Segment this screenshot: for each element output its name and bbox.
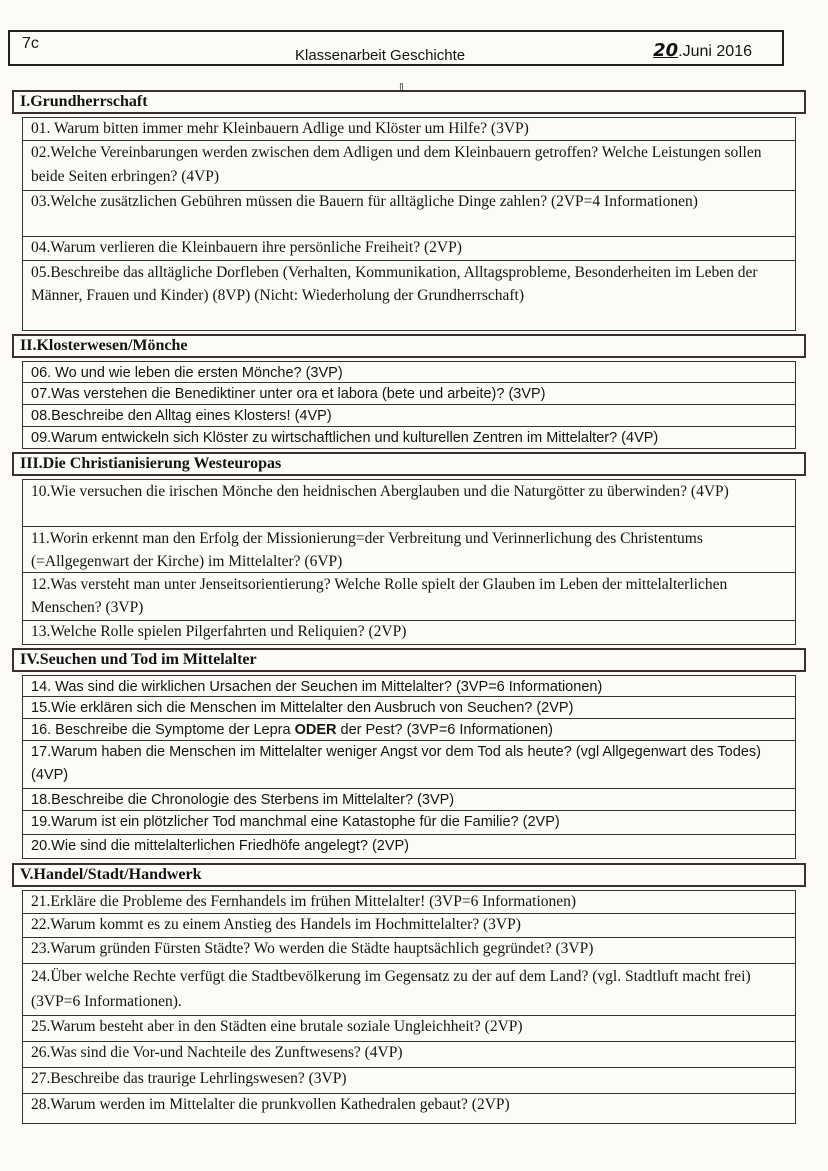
question-item: 12.Was versteht man unter Jenseitsorientierung? Welche Rolle spielt der Glauben im Leben der mittelalterlichen Menschen? (3VP)	[22, 573, 796, 621]
question-item: 05.Beschreibe das alltägliche Dorfleben (Verhalten, Kommunikation, Alltagsprobleme, Besonderheiten im Leben der Männer, Frauen und Kinder) (8VP) (Nicht: Wiederholung der Grundherrschaft)	[22, 261, 796, 331]
exam-header	[8, 30, 784, 66]
exam-title: Klassenarbeit Geschichte	[295, 47, 466, 64]
section-heading-handel: V.Handel/Stadt/Handwerk	[12, 863, 806, 887]
section-heading-grundherrschaft: I.Grundherrschaft	[12, 90, 806, 114]
question-text: 16. Beschreibe die Symptome der Lepra	[31, 722, 291, 738]
question-item: 13.Welche Rolle spielen Pilgerfahrten und Reliquien? (2VP)	[22, 621, 796, 645]
question-item	[22, 719, 796, 741]
question-item: 21.Erkläre die Probleme des Fernhandels im frühen Mittelalter! (3VP=6 Informationen)	[22, 890, 796, 914]
class-label: 7c	[22, 35, 39, 52]
question-item: 07.Was verstehen die Benediktiner unter ora et labora (bete und arbeite)? (3VP)	[22, 383, 796, 405]
question-item: 20.Wie sind die mittelalterlichen Friedhöfe angelegt? (2VP)	[22, 835, 796, 859]
question-item: 09.Warum entwickeln sich Klöster zu wirtschaftlichen und kulturellen Zentren im Mittelalter? (4VP)	[22, 427, 796, 449]
question-item: 28.Warum werden im Mittelalter die prunkvollen Kathedralen gebaut? (2VP)	[22, 1094, 796, 1124]
question-text: der Pest? (3VP=6 Informationen)	[340, 722, 553, 738]
question-item: 24.Über welche Rechte verfügt die Stadtbevölkerung im Gegensatz zu der auf dem Land? (vgl. Stadtluft macht frei) (3VP=6 Informationen).	[22, 964, 796, 1016]
section-heading-klosterwesen: II.Klosterwesen/Mönche	[12, 334, 806, 358]
question-item: 27.Beschreibe das traurige Lehrlingswesen? (3VP)	[22, 1068, 796, 1094]
question-item: 15.Wie erklären sich die Menschen im Mittelalter den Ausbruch von Seuchen? (2VP)	[22, 697, 796, 719]
section-heading-seuchen: IV.Seuchen und Tod im Mittelalter	[12, 648, 806, 672]
section-heading-christianisierung: III.Die Christianisierung Westeuropas	[12, 452, 806, 476]
question-item: 22.Warum kommt es zu einem Anstieg des Handels im Hochmittelalter? (3VP)	[22, 914, 796, 938]
exam-date	[653, 40, 752, 61]
question-item: 10.Wie versuchen die irischen Mönche den heidnischen Aberglauben und die Naturgötter zu überwinden? (4VP)	[22, 479, 796, 527]
question-item: 26.Was sind die Vor-und Nachteile des Zunftwesens? (4VP)	[22, 1042, 796, 1068]
emphasis-oder: ODER	[294, 722, 337, 738]
question-item: 03.Welche zusätzlichen Gebühren müssen die Bauern für alltägliche Dinge zahlen? (2VP=4 Informationen)	[22, 191, 796, 237]
question-item: 02.Welche Vereinbarungen werden zwischen dem Adligen und dem Kleinbauern getroffen? Welche Leistungen sollen beide Seiten erbringen? (4VP)	[22, 141, 796, 191]
question-item: 04.Warum verlieren die Kleinbauern ihre persönliche Freiheit? (2VP)	[22, 237, 796, 261]
question-item: 08.Beschreibe den Alltag eines Klosters! (4VP)	[22, 405, 796, 427]
question-item: 17.Warum haben die Menschen im Mittelalter weniger Angst vor dem Tod als heute? (vgl Allgegenwart des Todes) (4VP)	[22, 741, 796, 789]
question-item: 23.Warum gründen Fürsten Städte? Wo werden die Städte hauptsächlich gegründet? (3VP)	[22, 938, 796, 964]
handwritten-day: 20	[653, 40, 679, 61]
question-item: 14. Was sind die wirklichen Ursachen der Seuchen im Mittelalter? (3VP=6 Informationen)	[22, 675, 796, 697]
question-item: 25.Warum besteht aber in den Städten eine brutale soziale Ungleichheit? (2VP)	[22, 1016, 796, 1042]
question-item: 19.Warum ist ein plötzlicher Tod manchmal eine Katastophe für die Familie? (2VP)	[22, 811, 796, 835]
question-item: 01. Warum bitten immer mehr Kleinbauern Adlige und Klöster um Hilfe? (3VP)	[22, 117, 796, 141]
question-item: 06. Wo und wie leben die ersten Mönche? (3VP)	[22, 361, 796, 383]
date-month-year: .Juni 2016	[678, 43, 752, 60]
question-item: 18.Beschreibe die Chronologie des Sterbens im Mittelalter? (3VP)	[22, 789, 796, 811]
question-item: 11.Worin erkennt man den Erfolg der Missionierung=der Verbreitung und Verinnerlichung des Christentums (=Allgegenwart der Kirche) im Mittelalter? (6VP)	[22, 527, 796, 573]
